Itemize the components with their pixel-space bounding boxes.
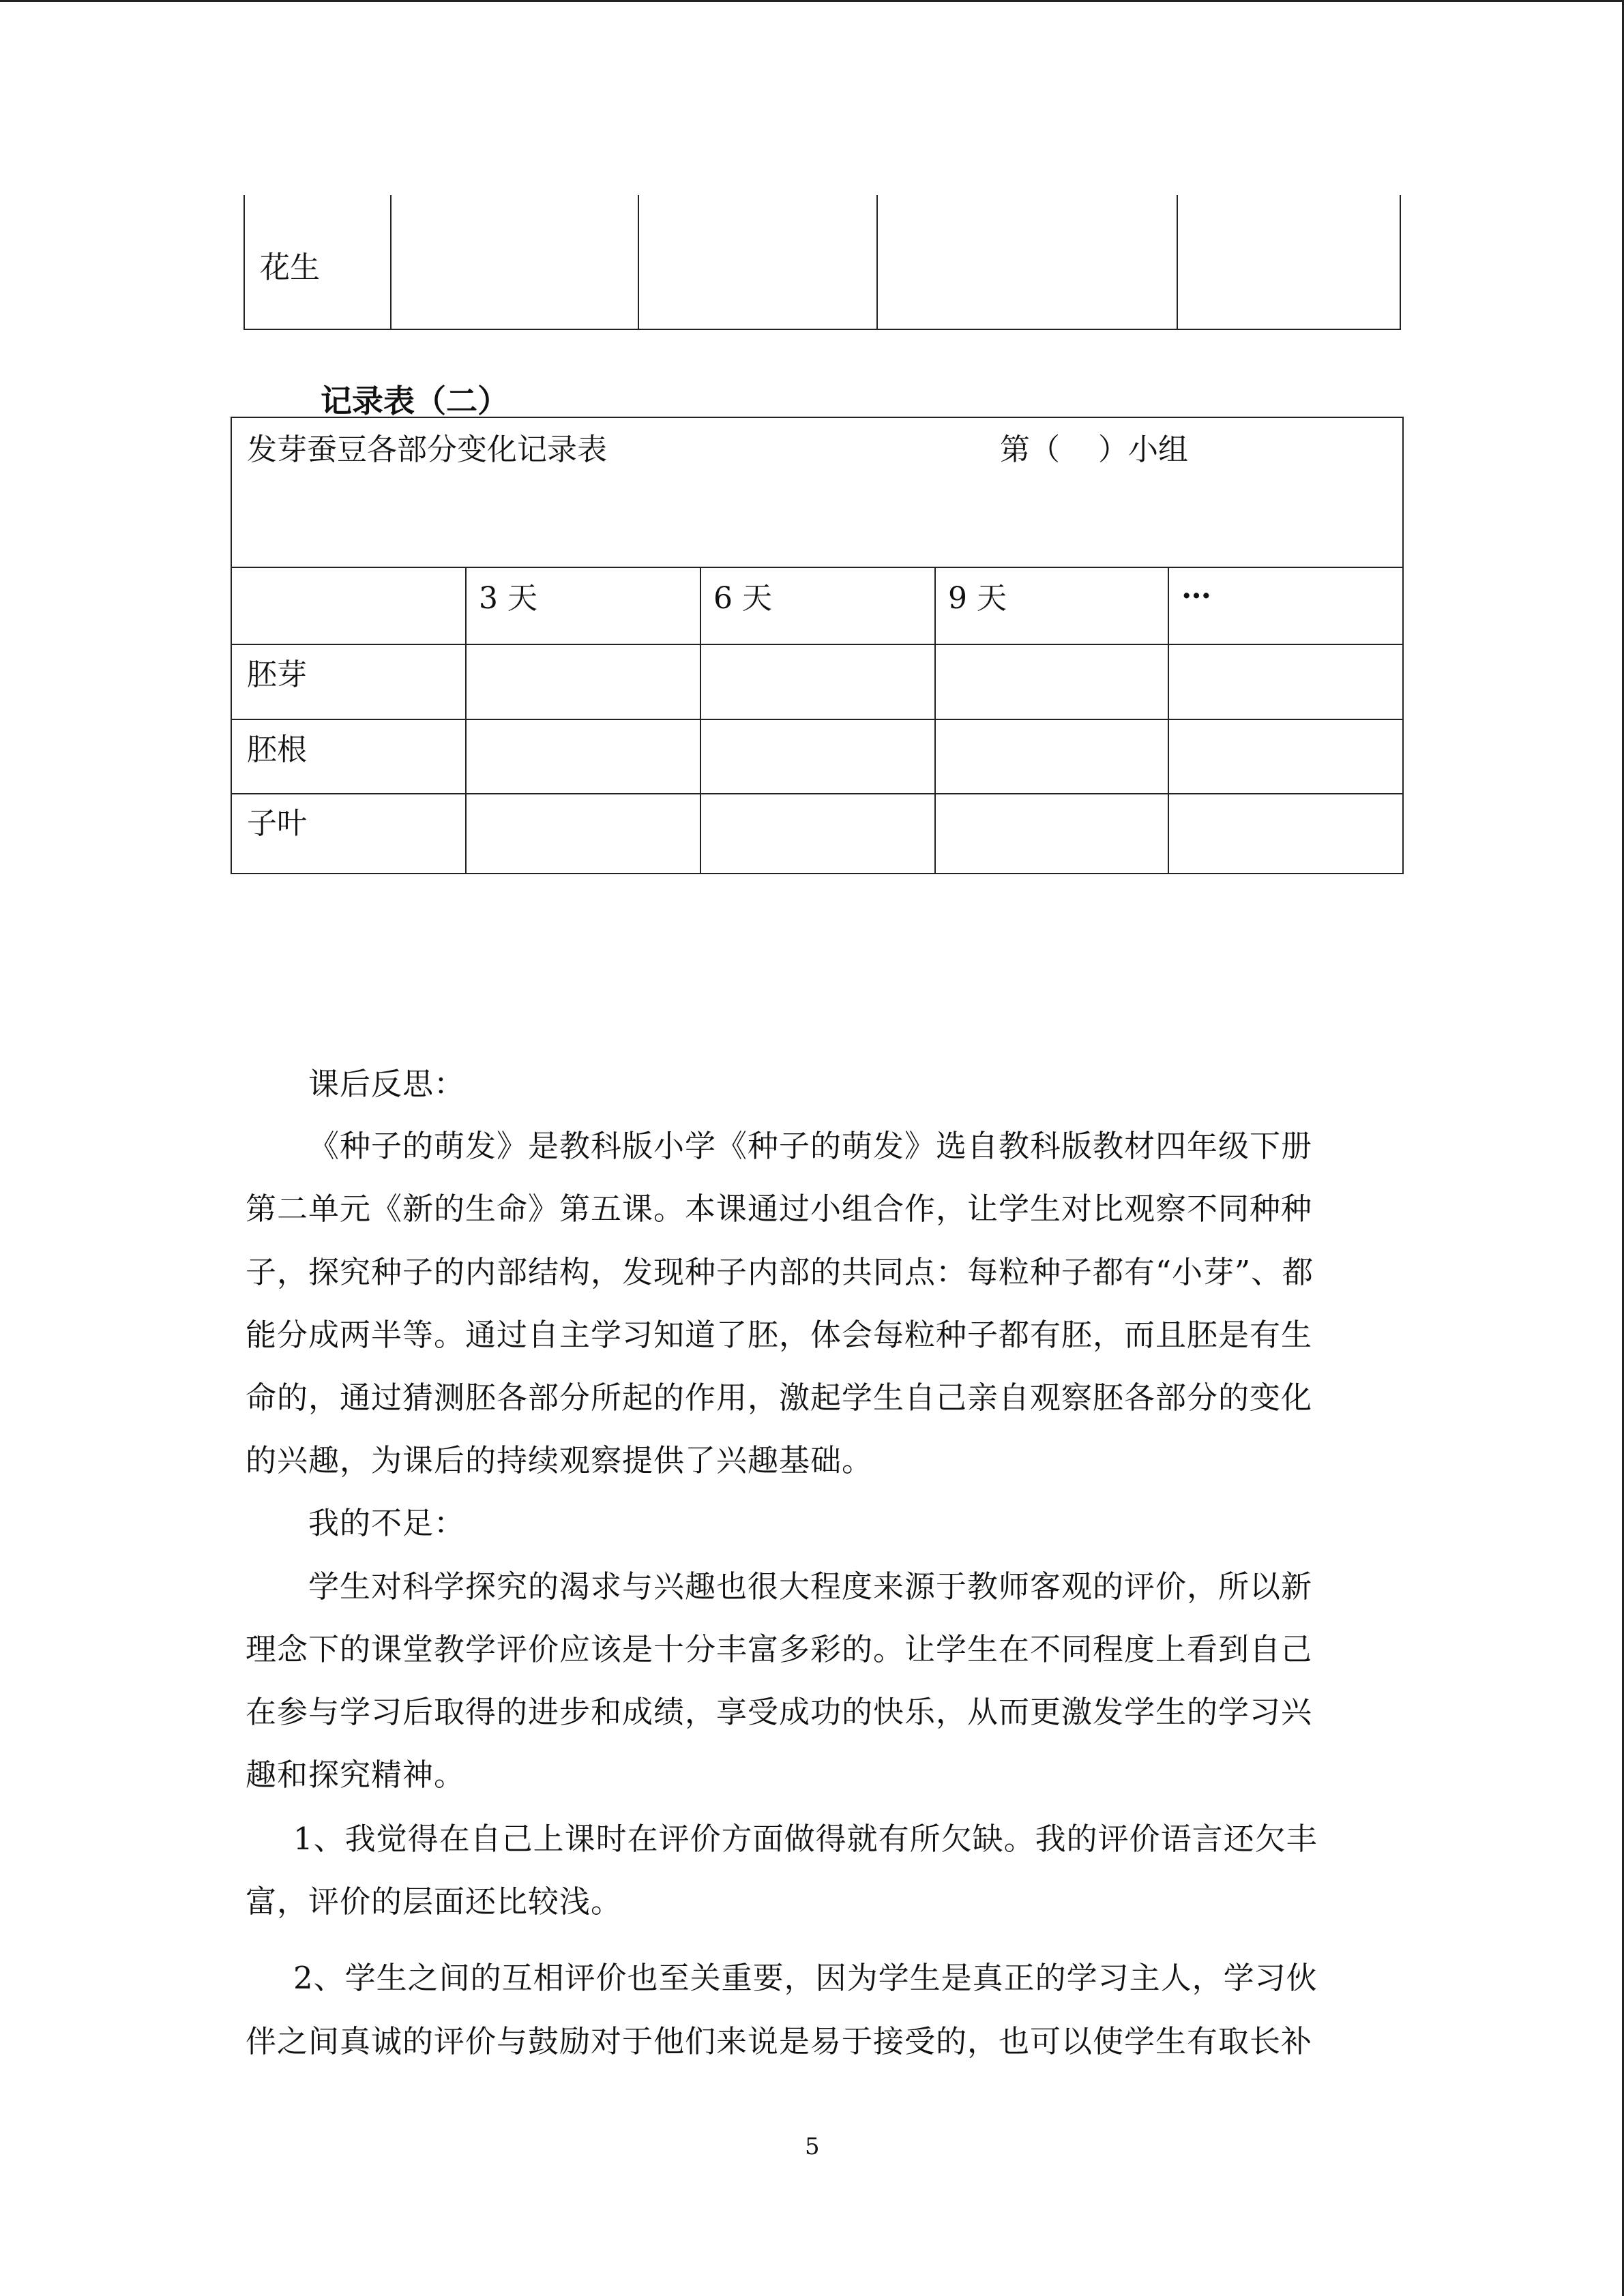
paragraph-line: 的兴趣，为课后的持续观察提供了兴趣基础。 xyxy=(246,1442,874,1478)
heading-shortcomings: 我的不足： xyxy=(308,1505,466,1541)
table-col-divider xyxy=(465,567,467,873)
paragraph-line: 伴之间真诚的评价与鼓励对于他们来说是易于接受的，也可以使学生有取长补 xyxy=(246,2023,1313,2059)
paragraph-line: 《种子的萌发》是教科版小学《种子的萌发》选自教科版教材四年级下册 xyxy=(308,1128,1313,1164)
paragraph-line: 子，探究种子的内部结构，发现种子内部的共同点：每粒种子都有“小芽”、都 xyxy=(246,1254,1314,1290)
table-divider xyxy=(638,195,639,329)
paragraph-line: 命的，通过猜测胚各部分所起的作用，激起学生自己亲自观察胚各部分的变化 xyxy=(246,1380,1313,1416)
table-col-divider xyxy=(700,567,701,873)
paragraph-line: 趣和探究精神。 xyxy=(246,1757,466,1793)
table-row-divider xyxy=(232,793,1402,794)
page-number: 5 xyxy=(805,2133,820,2160)
paragraph-line: 富，评价的层面还比较浅。 xyxy=(246,1883,623,1920)
table-divider xyxy=(1177,195,1178,329)
heading-reflection: 课后反思： xyxy=(308,1066,466,1102)
paragraph-line: 1、我觉得在自己上课时在评价方面做得就有所欠缺。我的评价语言还欠丰 xyxy=(293,1821,1318,1857)
paragraph-line: 学生对科学探究的渴求与兴趣也很大程度来源于教师客观的评价，所以新 xyxy=(308,1568,1313,1605)
paragraph-line: 第二单元《新的生命》第五课。本课通过小组合作，让学生对比观察不同种种 xyxy=(246,1191,1313,1227)
col-header-day3: 3 天 xyxy=(479,581,537,616)
table-divider xyxy=(876,195,878,329)
record-table-1-fragment xyxy=(243,195,1401,330)
record-table-2 xyxy=(231,417,1404,874)
page-border-top xyxy=(0,0,1624,2)
row-label-plumule: 胚芽 xyxy=(247,657,307,692)
table-row-divider xyxy=(232,567,1402,568)
col-header-day6: 6 天 xyxy=(713,581,772,616)
paragraph-line: 理念下的课堂教学评价应该是十分丰富多彩的。让学生在不同程度上看到自己 xyxy=(246,1631,1313,1667)
row-label-cotyledon: 子叶 xyxy=(247,806,307,841)
paragraph-line: 在参与学习后取得的进步和成绩，享受成功的快乐，从而更激发学生的学习兴 xyxy=(246,1694,1313,1730)
paragraph-line: 2、学生之间的互相评价也至关重要，因为学生是真正的学习主人，学习伙 xyxy=(293,1960,1318,1996)
col-header-more: … xyxy=(1181,571,1211,606)
table-title: 发芽蚕豆各部分变化记录表 xyxy=(247,432,607,467)
row-label-peanut: 花生 xyxy=(260,250,320,285)
table-row-divider xyxy=(232,644,1402,645)
table-col-divider xyxy=(934,567,936,873)
table-divider xyxy=(390,195,392,329)
table-caption: 记录表（二） xyxy=(321,383,509,419)
row-label-radicle: 胚根 xyxy=(247,732,307,767)
table-col-divider xyxy=(1168,567,1169,873)
table-row-divider xyxy=(232,719,1402,720)
paragraph-line: 能分成两半等。通过自主学习知道了胚，体会每粒种子都有胚，而且胚是有生 xyxy=(246,1317,1313,1353)
group-label: 第（ ）小组 xyxy=(1000,432,1188,467)
col-header-day9: 9 天 xyxy=(948,581,1007,616)
